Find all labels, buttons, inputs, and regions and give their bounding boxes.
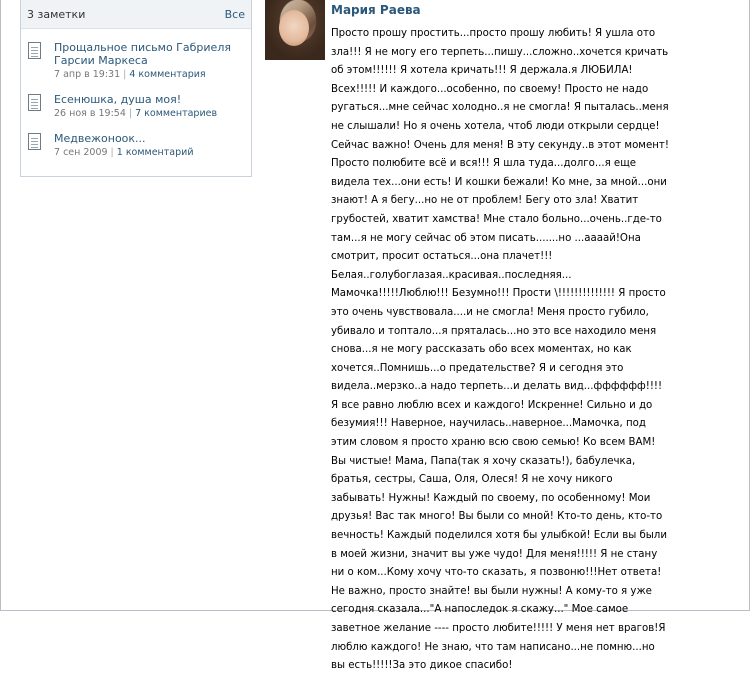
note-date: 7 апр в 19:31 <box>54 69 121 80</box>
note-title-link[interactable]: Медвежоноок... <box>54 132 146 145</box>
document-icon <box>28 42 41 59</box>
note-comments-link[interactable]: 1 комментарий <box>116 147 194 158</box>
document-icon <box>28 133 41 150</box>
document-icon <box>28 94 41 111</box>
note-title-link[interactable]: Прощальное письмо Габриеля Гарсии Маркеса <box>54 41 231 67</box>
note-meta: 7 апр в 19:31 | 4 комментария <box>54 69 206 80</box>
note-item <box>21 93 251 120</box>
avatar-face <box>279 10 309 46</box>
post-text: Просто прошу простить...просто прошу любить! Я ушла ото зла!!! Я не могу его терпеть...пишу...сложно..хочется кричать об этом!!!!!! Я хотела кричать!!! Я держала.я ЛЮБИЛА! Всех!!!!! И каждого...особенно, по своему! Просто не надо ругаться...мне сейчас холодно..я не смогла! Я пыталась..меня не слышали! Но я очень хотела, чтоб люди открыли сердце! Сейчас важно! Очень для меня! В эту секунду..в этот момент! Просто полюбите всё и вся!!! Я шла туда...долго...я еще видела тех...они есть! И кошки бежали! Ко мне, за мной...они знают! А я бегу...но не от проблем! Бегу ото зла! Хватит грубостей, хватит хамства! Мне стало больно...очень..где-то там...я не могу сейчас об этом писать.......но ...аааай!Она смотрит, просит остаться...она плачет!!! Белая..голубоглазая..красивая..последняя... Мамочка!!!!!Люблю!!! Безумно!!! Прости \!!!!!!!!!!!!!! Я просто это очень чувствовала....и не смогла! Меня просто губило, убивало и топтало...я пряталась...но это все находило меня снова...я не могу рассказать обо всех моментах, но как хочется..Помнишь...о предательстве? Я и сегодня это видела..мерзко..а надо терпеть...и делать вид...фффффф!!!! Я все равно люблю всех и каждого! Искренне! Сильно и до безумия!!! Наверное, научилась..наверное...Мамочка, под этим словом я просто храню всю свою семью! Ко всем ВАМ! Вы чистые! Мама, Папа(так я хочу сказать!), бабулечка, братья, сестры, Саша, Оля, Олеся! Я не хочу никого забывать! Нужны! Каждый по своему, по особенному! Мои друзья! Вас так много! Вы были со мной! Кто-то день, кто-то вечность! Каждый поделился хотя бы улыбкой! Если вы были в моей жизни, значит вы уже чудо! Для меня!!!!! Я не стану ни о ком...Кому хочу что-то сказать, я позвоню!!!Нет ответа! Не важно, просто знайте! вы были нужны! А кому-то я уже сегодня сказала..."А напоследок я скажу..." Мое самое заветное желание ---- просто любите!!!!! У меня нет врагов!Я люблю каждого! Не знаю, что там написано...не помню...но вы есть!!!!!За это дикое спасибо! <box>331 28 669 672</box>
notes-header <box>21 0 251 29</box>
notes-count: 3 заметки <box>27 7 86 21</box>
all-notes-link[interactable]: Все <box>224 7 245 21</box>
note-date: 26 ноя в 19:54 <box>54 108 126 119</box>
author-name-link[interactable]: Мария Раева <box>331 3 421 17</box>
note-date: 7 сен 2009 <box>54 147 108 158</box>
note-comments-link[interactable]: 7 комментариев <box>135 108 218 119</box>
note-meta: 7 сен 2009 | 1 комментарий <box>54 147 194 158</box>
note-meta: 26 ноя в 19:54 | 7 комментариев <box>54 108 218 119</box>
notes-panel <box>20 0 252 177</box>
note-item <box>21 41 251 81</box>
author-avatar[interactable] <box>265 0 325 60</box>
note-comments-link[interactable]: 4 комментария <box>129 69 206 80</box>
note-item <box>21 132 251 159</box>
note-title-link[interactable]: Есенюшка, душа моя! <box>54 93 182 106</box>
